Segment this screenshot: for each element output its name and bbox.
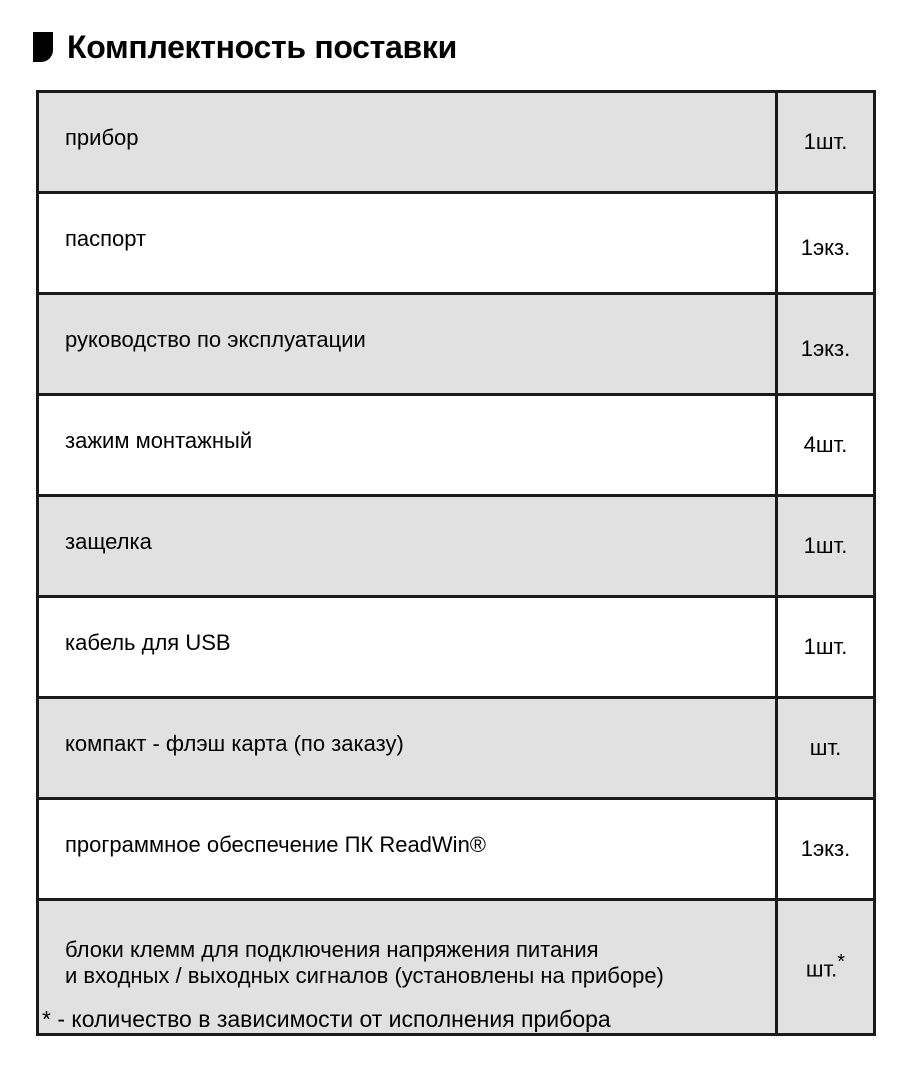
item-quantity — [777, 496, 875, 597]
footnote: * - количество в зависимости от исполнения прибора — [42, 1006, 611, 1032]
item-name: компакт - флэш карта (по заказу) — [38, 698, 777, 799]
table-row — [38, 698, 875, 799]
delivery-set-table — [36, 90, 876, 1036]
item-quantity — [777, 395, 875, 496]
table-row — [38, 395, 875, 496]
item-quantity — [777, 294, 875, 395]
item-name: прибор — [38, 92, 777, 193]
table-row — [38, 193, 875, 294]
table-row — [38, 597, 875, 698]
item-quantity-value: шт. — [809, 735, 842, 760]
item-quantity — [777, 92, 875, 193]
table-row — [38, 92, 875, 193]
item-quantity-value: шт. — [805, 956, 838, 982]
item-quantity-value: 1экз. — [800, 336, 851, 361]
item-quantity-value: 4шт. — [803, 432, 848, 457]
item-name: руководство по эксплуатации — [38, 294, 777, 395]
table-row — [38, 496, 875, 597]
item-quantity-value: 1шт. — [803, 129, 848, 154]
item-quantity-value: 1экз. — [800, 836, 851, 861]
table-row — [38, 799, 875, 900]
section-header — [33, 22, 457, 72]
item-name: кабель для USB — [38, 597, 777, 698]
item-name: защелка — [38, 496, 777, 597]
item-quantity — [777, 698, 875, 799]
item-quantity — [777, 193, 875, 294]
footnote-marker: * — [837, 951, 846, 974]
table-row — [38, 294, 875, 395]
item-name-line: и входных / выходных сигналов (установлены на приборе) — [65, 963, 664, 988]
item-name: паспорт — [38, 193, 777, 294]
item-quantity — [777, 597, 875, 698]
item-name: программное обеспечение ПК ReadWin® — [38, 799, 777, 900]
item-quantity-value: 1экз. — [800, 235, 851, 260]
item-name: зажим монтажный — [38, 395, 777, 496]
page-title: Комплектность поставки — [67, 28, 458, 65]
item-quantity-value: 1шт. — [803, 634, 848, 659]
item-quantity — [777, 799, 875, 900]
item-quantity — [777, 900, 875, 1035]
section-marker-icon — [33, 32, 53, 62]
item-quantity-value: 1шт. — [803, 533, 848, 558]
item-name-line: блоки клемм для подключения напряжения питания — [65, 937, 599, 962]
